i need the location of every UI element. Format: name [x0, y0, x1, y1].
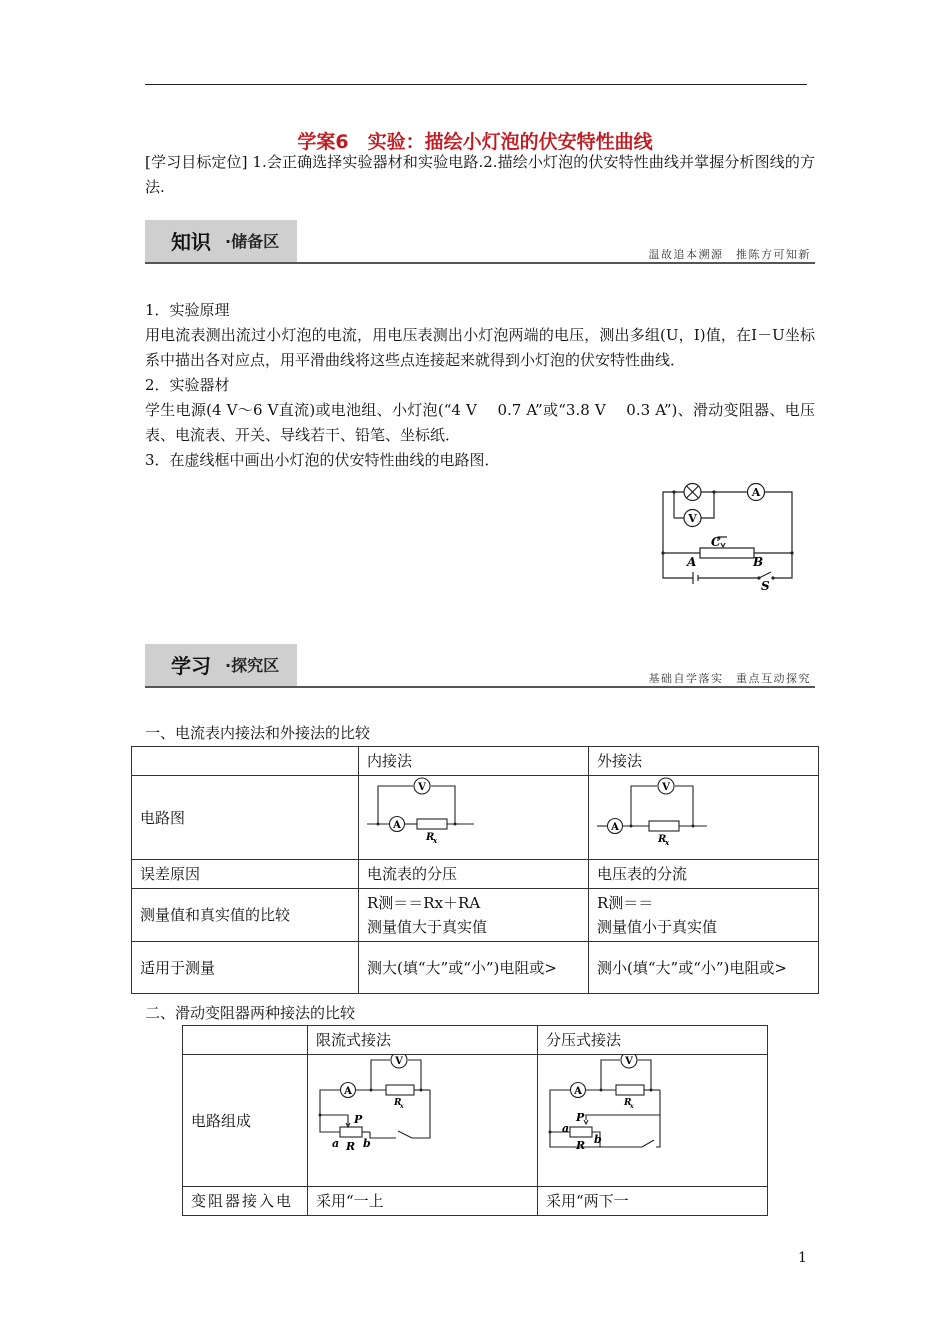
point-c-label: C: [711, 535, 721, 549]
ammeter-label: A: [344, 1086, 352, 1097]
table-row: [132, 942, 819, 994]
terminal-a-label: a: [562, 1122, 570, 1135]
current-limiting-circuit: [308, 1055, 537, 1179]
table-cell: 测小(填“大”或“小”)电阻或>: [589, 942, 819, 994]
learning-objective: [学习目标定位] 1.会正确选择实验器材和实验电路.2.描绘小灯泡的伏安特性曲线并掌握分析图线的方法.: [145, 153, 815, 196]
row-label: 电路图: [132, 776, 359, 860]
table-header: 内接法: [359, 747, 589, 776]
table-row: [132, 747, 819, 776]
resistor-label: R: [394, 1098, 402, 1108]
table-row: [183, 1026, 768, 1055]
section-rule: [145, 262, 815, 264]
table-cell: 电压表的分流: [589, 860, 819, 889]
rheostat-r-label: R: [346, 1140, 356, 1153]
section-header-knowledge: [145, 220, 815, 262]
voltmeter-label: V: [688, 512, 697, 525]
section-label: 学习: [171, 654, 211, 678]
ammeter-label: A: [574, 1086, 582, 1097]
circuit-cell: [359, 776, 589, 860]
table-cell: [183, 1026, 308, 1055]
table2-caption: 二、滑动变阻器两种接法的比较: [145, 1004, 356, 1022]
page-number: 1: [798, 1250, 807, 1266]
table1-caption: 一、电流表内接法和外接法的比较: [145, 724, 371, 742]
row-label: 变阻器接入电: [183, 1187, 308, 1216]
table-cell: 采用“两下一: [538, 1187, 768, 1216]
table-header: 分压式接法: [538, 1026, 768, 1055]
circuit-diagram-main: [655, 478, 805, 593]
table-row: [183, 1187, 768, 1216]
knowledge-content: [145, 298, 815, 473]
cell-line: 测量值大于真实值: [367, 918, 488, 936]
section-motto: 温故追本溯源 推陈方可知新: [648, 248, 811, 261]
table-row: [132, 776, 819, 860]
principle-text: 用电流表测出流过小灯泡的电流，用电压表测出小灯泡两端的电压，测出多组(U，I)值，在I－U坐标系中描出各对应点，用平滑曲线将这些点连接起来就得到小灯泡的伏安特性曲线．: [145, 326, 815, 369]
circuit-task: 3．在虚线框中画出小灯泡的伏安特性曲线的电路图．: [145, 451, 500, 469]
section-header-study: [145, 644, 815, 686]
slider-p-label: P: [576, 1111, 585, 1124]
resistor-subscript: x: [665, 838, 670, 847]
slider-p-label: P: [354, 1113, 363, 1126]
section-motto: 基础自学落实 重点互动探究: [648, 672, 811, 685]
table-cell: [359, 889, 589, 942]
internal-connection-circuit: [359, 776, 588, 852]
ammeter-label: A: [393, 820, 401, 831]
table-cell: 电流表的分压: [359, 860, 589, 889]
row-label: 电路组成: [183, 1055, 308, 1187]
voltmeter-label: V: [625, 1056, 633, 1067]
voltmeter-label: V: [662, 782, 670, 793]
resistor-label: R: [658, 834, 667, 845]
row-label: 测量值和真实值的比较: [132, 889, 359, 942]
row-label: 误差原因: [132, 860, 359, 889]
circuit-cell: [538, 1055, 768, 1187]
ammeter-label: A: [611, 822, 619, 833]
table-header: 外接法: [589, 747, 819, 776]
cell-line: R测＝＝: [597, 894, 654, 912]
external-connection-circuit: [589, 776, 818, 852]
table-row: [183, 1055, 768, 1187]
section-sublabel: ·储备区: [225, 232, 280, 251]
voltmeter-label: V: [395, 1056, 403, 1067]
terminal-b-label: b: [363, 1137, 371, 1150]
table-header: 限流式接法: [308, 1026, 538, 1055]
ammeter-label: A: [751, 486, 761, 499]
rheostat-r-label: R: [576, 1139, 586, 1152]
switch-label: S: [761, 579, 770, 593]
equipment-text: 学生电源(4 V～6 V直流)或电池组、小灯泡(“4 V 0.7 A”或“3.8 V 0.3 A”)、滑动变阻器、电压表、电流表、开关、导线若干、铅笔、坐标纸．: [145, 401, 815, 444]
principle-title: 1．实验原理: [145, 301, 230, 319]
voltage-divider-circuit: [538, 1055, 767, 1179]
terminal-a-label: a: [332, 1137, 340, 1150]
circuit-cell: [589, 776, 819, 860]
cell-line: 测量值小于真实值: [597, 918, 718, 936]
page-title: 学案6 实验：描绘小灯泡的伏安特性曲线: [297, 131, 653, 153]
rheostat-connection-table: [182, 1025, 768, 1216]
section-rule: [145, 686, 815, 688]
table-cell: 测大(填“大”或“小”)电阻或>: [359, 942, 589, 994]
resistor-subscript: x: [630, 1103, 634, 1110]
terminal-b-label: b: [594, 1133, 602, 1146]
table-cell: [589, 889, 819, 942]
row-label: 适用于测量: [132, 942, 359, 994]
section-label: 知识: [171, 230, 211, 254]
equipment-title: 2．实验器材: [145, 376, 230, 394]
point-b-label: B: [753, 555, 764, 569]
table-row: [132, 889, 819, 942]
table-cell: [132, 747, 359, 776]
resistor-subscript: x: [433, 836, 438, 845]
point-a-label: A: [687, 555, 697, 569]
ammeter-connection-table: [131, 746, 819, 994]
resistor-label: R: [624, 1098, 632, 1108]
resistor-subscript: x: [400, 1103, 404, 1110]
table-row: [132, 860, 819, 889]
voltmeter-label: V: [418, 782, 426, 793]
section-sublabel: ·探究区: [225, 656, 280, 675]
top-rule: [145, 84, 807, 85]
circuit-cell: [308, 1055, 538, 1187]
cell-line: R测＝＝Rx＋RA: [367, 894, 481, 912]
table-cell: 采用“一上: [308, 1187, 538, 1216]
resistor-label: R: [426, 832, 435, 843]
